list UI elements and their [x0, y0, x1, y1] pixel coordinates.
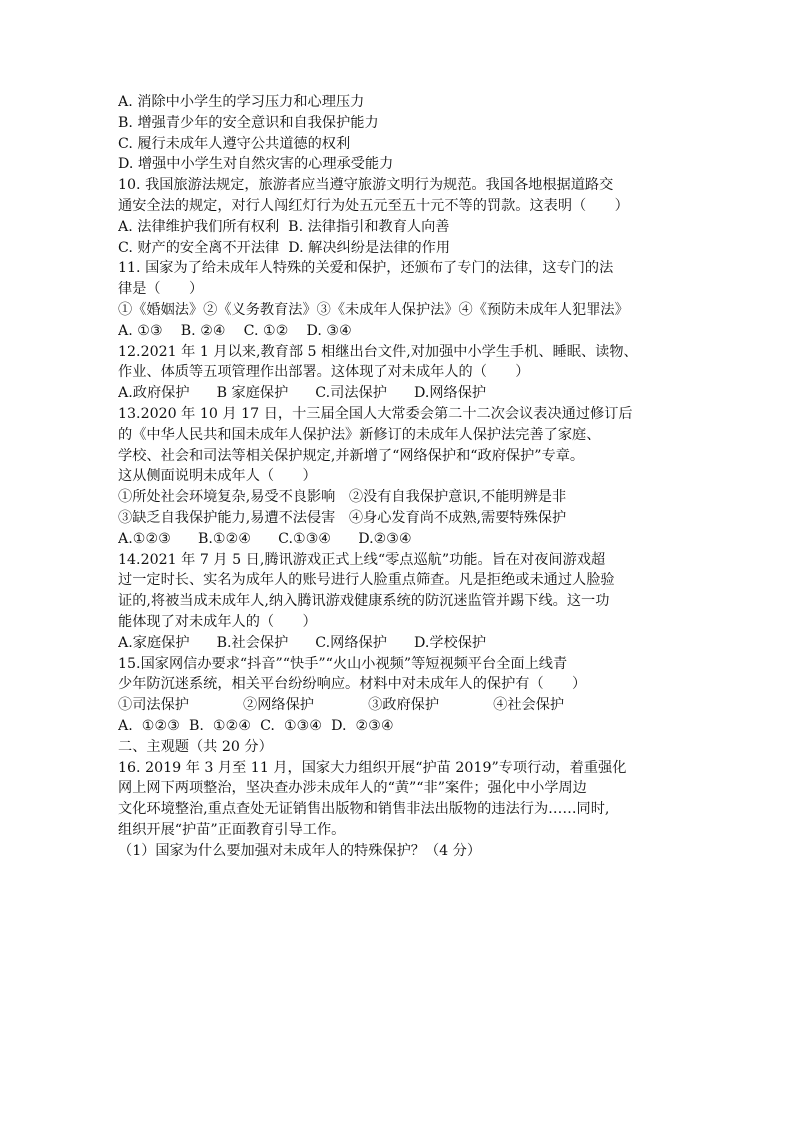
question-13-text: 这从侧面说明未成年人（ ） — [118, 468, 317, 485]
question-14-text: 过一定时长、实名为成年人的账号进行人脸重点筛查。凡是拒绝或未通过人脸验 — [118, 572, 615, 589]
sub-question: （1）国家为什么要加强对未成年人的特殊保护？（4 分） — [118, 842, 482, 859]
section-heading: 二、主观题（共 20 分） — [118, 738, 273, 755]
question-16-text: 16. 2019 年 3 月至 11 月，国家大力组织开展“护苗 2019”专项行动，着重强化 — [118, 759, 627, 776]
option-line: A.政府保护 B 家庭保护 C.司法保护 D.网络保护 — [118, 385, 487, 402]
question-11-text: 11. 国家为了给未成年人特殊的关爱和保护，还颁布了专门的法律，这专门的法 — [118, 260, 614, 277]
statement-line: ①《婚姻法》②《义务教育法》③《未成年人保护法》④《预防未成年人犯罪法》 — [118, 301, 629, 318]
question-14-text: 能体现了对未成年人的（ ） — [118, 613, 317, 630]
option-line: A. 法律维护我们所有权利 B. 法律指引和教育人向善 — [118, 218, 450, 235]
question-14-text: 证的,将被当成未成年人,纳入腾讯游戏健康系统的防沉迷监管并踢下线。这一功 — [118, 593, 610, 610]
document-page — [118, 92, 686, 861]
statement-line: ①所处社会环境复杂,易受不良影响 ②没有自我保护意识,不能明辨是非 — [118, 489, 567, 506]
option-line: A. ①②③ B. ①②④ C. ①③④ D. ②③④ — [118, 717, 394, 734]
option-line: A.家庭保护 B.社会保护 C.网络保护 D.学校保护 — [118, 634, 487, 651]
question-15-text: 少年防沉迷系统，相关平台纷纷响应。材料中对未成年人的保护有（ ） — [118, 676, 587, 693]
option-line: C. 履行未成年人遵守公共道德的权利 — [118, 135, 351, 152]
option-line: C. 财产的安全离不开法律 D. 解决纠纷是法律的作用 — [118, 239, 451, 256]
option-line: A. 消除中小学生的学习压力和心理压力 — [118, 94, 365, 110]
option-line: A.①②③ B.①②④ C.①③④ D.②③④ — [118, 530, 412, 547]
question-13-text: 的《中华人民共和国未成年人保护法》新修订的未成年人保护法完善了家庭、 — [118, 426, 601, 443]
question-14-text: 14.2021 年 7 月 5 日,腾讯游戏正式上线“零点巡航”功能。旨在对夜间游戏超 — [118, 551, 606, 568]
statement-line: ①司法保护 ②网络保护 ③政府保护 ④社会保护 — [118, 697, 565, 714]
option-line: D. 增强中小学生对自然灾害的心理承受能力 — [118, 156, 394, 173]
question-10-text: 通安全法的规定，对行人闯红灯行为处五元至五十元不等的罚款。这表明（ ） — [118, 197, 629, 214]
option-line: A. ①③ B. ②④ C. ①② D. ③④ — [118, 322, 352, 339]
question-11-text: 律是（ ） — [118, 281, 204, 298]
question-10-text: 10. 我国旅游法规定，旅游者应当遵守旅游文明行为规范。我国各地根据道路交 — [118, 177, 614, 194]
question-12-text: 作业、体质等五项管理作出部署。这体现了对未成年人的（ ） — [118, 364, 530, 381]
question-12-text: 12.2021 年 1 月以来,教育部 5 相继出台文件,对加强中小学生手机、睡眠、读物、 — [118, 343, 638, 360]
question-16-text: 网上网下两项整治，坚决查办涉未成年人的“黄”“非”案件；强化中小学周边 — [118, 780, 587, 797]
question-16-text: 文化环境整治,重点查处无证销售出版物和销售非法出版物的违法行为……同时, — [118, 801, 610, 818]
question-15-text: 15.国家网信办要求“抖音”“快手”“火山小视频”等短视频平台全面上线青 — [118, 655, 568, 672]
question-13-text: 学校、社会和司法等相关保护规定,并新增了“网络保护和“政府保护”专章。 — [118, 447, 585, 464]
question-16-text: 组织开展“护苗”正面教育引导工作。 — [118, 821, 346, 838]
statement-line: ③缺乏自我保护能力,易遭不法侵害 ④身心发育尚不成熟,需要特殊保护 — [118, 509, 567, 526]
option-line: B. 增强青少年的安全意识和自我保护能力 — [118, 114, 379, 131]
question-13-text: 13.2020 年 10 月 17 日，十三届全国人大常委会第二十二次会议表决通过修订后 — [118, 405, 633, 422]
